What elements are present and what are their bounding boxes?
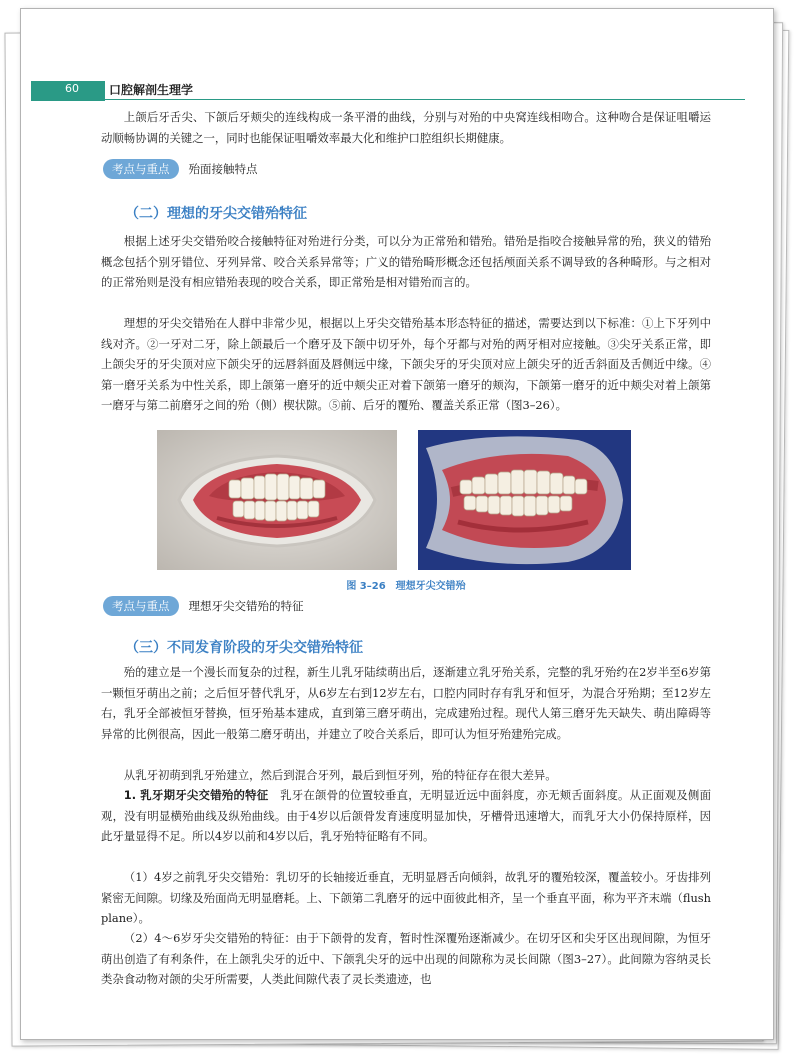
keypoint-badge: 考点与重点 (103, 159, 179, 179)
keypoint-box (103, 159, 258, 179)
paragraph: 根据上述牙尖交错殆咬合接触特征对殆进行分类，可以分为正常殆和错殆。错殆是指咬合接触异常的殆，狭义的错殆概念包括个别牙错位、牙列异常、咬合关系异常等；广义的错殆畸形概念还包括颅面关系不调导致的各种畸形。与之相对的正常殆则是没有相应错殆表现的咬合关系，即正常殆是相对错殆而言的。 (101, 234, 711, 289)
dental-photo-lateral (418, 430, 631, 570)
dental-photo-frontal (157, 430, 397, 570)
figure-caption: 图 3–26 理想牙尖交错殆 (346, 581, 466, 592)
dental-photo-lateral-drawing (418, 430, 631, 570)
paragraph (101, 785, 711, 847)
subsection-heading: 1. 乳牙期牙尖交错殆的特征 (123, 788, 269, 802)
paragraph: 殆的建立是一个漫长而复杂的过程，新生儿乳牙陆续萌出后，逐渐建立乳牙殆关系，完整的乳牙殆约在2岁半至6岁第一颗恒牙萌出之前；之后恒牙替代乳牙，从6岁左右到12岁左右，口腔内同时存有乳牙和恒牙，为混合牙殆期；至12岁左右，乳牙全部被恒牙替换，恒牙殆基本建成，直到第三磨牙萌出，完成建殆过程。现代人第三磨牙先天缺失、萌出障碍等异常的比例很高，因此一般第二磨牙萌出，并建立了咬合关系后，即可认为恒牙殆建殆完成。 (101, 665, 711, 741)
intro-paragraph: 上颌后牙舌尖、下颌后牙颊尖的连线构成一条平滑的曲线，分别与对殆的中央窝连线相吻合。这种吻合是保证咀嚼运动顺畅协调的关键之一，同时也能保证咀嚼效率最大化和维护口腔组织长期健康。 (101, 110, 711, 145)
book-title: 口腔解剖生理学 (109, 83, 194, 97)
paragraph: 从乳牙初萌到乳牙殆建立，然后到混合牙列，最后到恒牙列，殆的特征存在很大差异。 (123, 768, 557, 782)
book-page (20, 8, 774, 1040)
keypoint-text: 理想牙尖交错殆的特征 (188, 599, 304, 613)
keypoint-badge: 考点与重点 (103, 596, 179, 616)
keypoint-text: 殆面接触特点 (188, 162, 258, 176)
page-number: 60 (65, 82, 79, 95)
paragraph: 理想的牙尖交错殆在人群中非常少见，根据以上牙尖交错殆基本形态特征的描述，需要达到以下标准：①上下牙列中线对齐。②一牙对二牙，除上颌最后一个磨牙及下颌中切牙外，每个牙都与对殆的两牙相对应接触。③尖牙关系正常，即上颌尖牙的牙尖顶对应下颌尖牙的远唇斜面及唇侧远中缘，下颌尖牙的牙尖顶对应上颌尖牙的近舌斜面及舌侧近中缘。④第一磨牙关系为中性关系，即上颌第一磨牙的近中颊尖正对着下颌第一磨牙的颊沟，下颌第一磨牙的近中颊尖对着上颌第一磨牙与第二前磨牙之间的殆（侧）楔状隙。⑤前、后牙的覆殆、覆盖关系正常（图3–26）。 (101, 316, 711, 412)
section-heading: （二）理想的牙尖交错殆特征 (125, 206, 307, 222)
header-rule (105, 99, 745, 100)
dental-photo-frontal-drawing (157, 430, 397, 570)
section-heading: （三）不同发育阶段的牙尖交错殆特征 (125, 640, 363, 656)
paragraph: （2）4～6岁牙尖交错殆的特征：由于下颌骨的发育，暂时性深覆殆逐渐减少。在切牙区和尖牙区出现间隙，为恒牙萌出创造了有利条件，在上颌乳尖牙的近中、下颌乳尖牙的远中出现的间隙称为灵长间隙（图3–27）。此间隙为容纳灵长类杂食动物对颌的尖牙所需要，人类此间隙代表了灵长类遗迹，也 (101, 931, 711, 986)
paragraph-body: 乳牙在颌骨的位置较垂直，无明显近远中面斜度，亦无颊舌面斜度。从正面观及侧面观，没有明显横殆曲线及纵殆曲线。由于4岁以后颌骨发育速度明显加快，牙槽骨迅速增大，而乳牙大小仍保持原样，因此牙量显得不足。所以4岁以前和4岁以后，乳牙殆特征略有不同。 (101, 788, 711, 843)
paragraph: （1）4岁之前乳牙尖交错殆：乳切牙的长轴接近垂直，无明显唇舌向倾斜，故乳牙的覆殆较深，覆盖较小。牙齿排列紧密无间隙。切缘及殆面尚无明显磨耗。上、下颌第二乳磨牙的远中面彼此相齐，呈一个垂直平面，称为平齐末端（flush plane）。 (101, 870, 711, 925)
keypoint-box (103, 596, 304, 616)
